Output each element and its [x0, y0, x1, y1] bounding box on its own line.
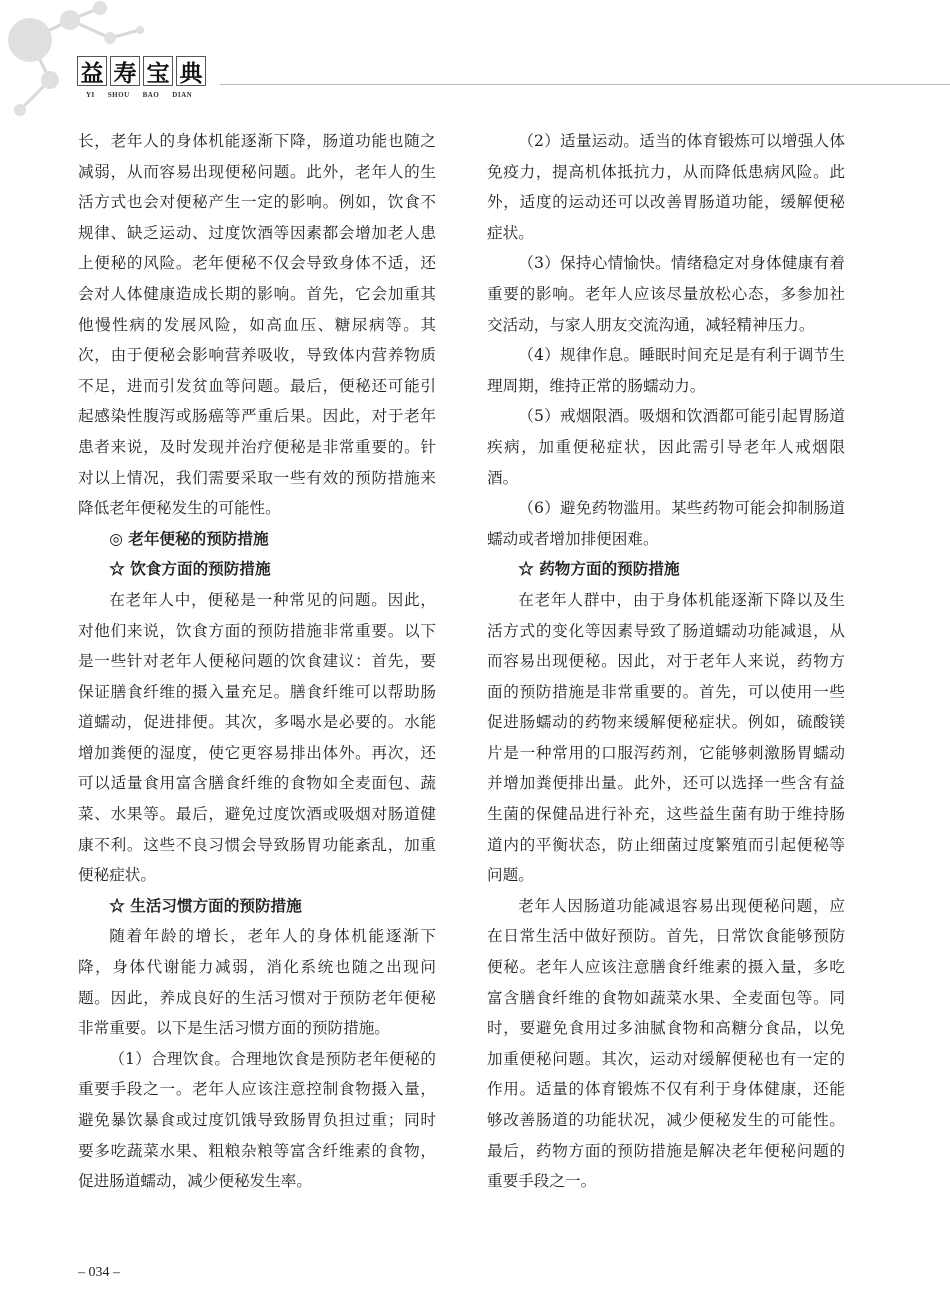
paragraph: （5）戒烟限酒。吸烟和饮酒都可能引起胃肠道疾病，加重便秘症状，因此需引导老年人戒烟限酒。 — [487, 407, 845, 487]
logo-pinyin — [86, 91, 192, 99]
pinyin-syllable: YI — [86, 91, 95, 99]
pinyin-syllable: DIAN — [172, 91, 193, 99]
right-column — [487, 126, 845, 1197]
paragraph: （1）合理饮食。合理地饮食是预防老年便秘的重要手段之一。老年人应该注意控制食物摄入量，避免暴饮暴食或过度饥饿导致肠胃负担过重；同时要多吃蔬菜水果、粗粮杂粮等富含纤维素的食物，促进肠道蠕动，减少便秘发生率。 — [78, 1049, 436, 1191]
left-column — [78, 126, 436, 1197]
section-heading: ◎ 老年便秘的预防措施 — [109, 528, 269, 548]
pinyin-syllable: SHOU — [107, 91, 130, 99]
subsection-heading: ☆ 药物方面的预防措施 — [518, 559, 680, 579]
pinyin-syllable: BAO — [142, 91, 160, 99]
logo-char: 宝 — [143, 56, 173, 86]
paragraph: 长，老年人的身体机能逐渐下降，肠道功能也随之减弱，从而容易出现便秘问题。此外，老年人的生活方式也会对便秘产生一定的影响。例如，饮食不规律、缺乏运动、过度饮酒等因素都会增加老人患上便秘的风险。老年便秘不仅会导致身体不适，还会对人体健康造成长期的影响。首先，它会加重其他慢性病的发展风险，如高血压、糖尿病等。其次，由于便秘会影响营养吸收，导致体内营养物质不足，进而引发贫血等问题。最后，便秘还可能引起感染性腹泻或肠癌等严重后果。因此，对于老年患者来说，及时发现并治疗便秘是非常重要的。针对以上情况，我们需要采取一些有效的预防措施来降低老年便秘发生的可能性。 — [78, 132, 436, 518]
paragraph: （6）避免药物滥用。某些药物可能会抑制肠道蠕动或者增加排便困难。 — [487, 499, 845, 548]
logo-char: 益 — [77, 56, 107, 86]
logo-char: 典 — [176, 56, 206, 86]
paragraph: （4）规律作息。睡眠时间充足是有利于调节生理周期，维持正常的肠蠕动力。 — [487, 346, 845, 395]
subsection-heading: ☆ 饮食方面的预防措施 — [109, 559, 271, 579]
paragraph: 在老年人中，便秘是一种常见的问题。因此，对他们来说，饮食方面的预防措施非常重要。以下是一些针对老年人便秘问题的饮食建议：首先，要保证膳食纤维的摄入量充足。膳食纤维可以帮助肠道蠕动，促进排便。其次，多喝水是必要的。水能增加粪便的湿度，使它更容易排出体外。再次，还可以适量食用富含膳食纤维的食物如全麦面包、蔬菜、水果等。最后，避免过度饮酒或吸烟对肠道健康不利。这些不良习惯会导致肠胃功能紊乱，加重便秘症状。 — [78, 590, 436, 885]
subsection-heading: ☆ 生活习惯方面的预防措施 — [109, 895, 302, 915]
book-logo — [77, 56, 206, 86]
paragraph: （2）适量运动。适当的体育锻炼可以增强人体免疫力，提高机体抵抗力，从而降低患病风险。此外，适度的运动还可以改善胃肠道功能，缓解便秘症状。 — [487, 132, 845, 242]
paragraph: 随着年龄的增长，老年人的身体机能逐渐下降，身体代谢能力减弱，消化系统也随之出现问题。因此，养成良好的生活习惯对于预防老年便秘非常重要。以下是生活习惯方面的预防措施。 — [78, 927, 436, 1038]
header-rule — [220, 84, 950, 85]
logo-char: 寿 — [110, 56, 140, 86]
page-number: – 034 – — [78, 1265, 120, 1280]
paragraph: 老年人因肠道功能减退容易出现便秘问题，应在日常生活中做好预防。首先，日常饮食能够预防便秘。老年人应该注意膳食纤维素的摄入量，多吃富含膳食纤维的食物如蔬菜水果、全麦面包等。同时，要避免食用过多油腻食物和高糖分食品，以免加重便秘问题。其次，运动对缓解便秘也有一定的作用。适量的体育锻炼不仅有利于身体健康，还能够改善肠道的功能状况，减少便秘发生的可能性。最后，药物方面的预防措施是解决老年便秘问题的重要手段之一。 — [487, 896, 845, 1191]
paragraph: 在老年人群中，由于身体机能逐渐下降以及生活方式的变化等因素导致了肠道蠕动功能减退，从而容易出现便秘。因此，对于老年人来说，药物方面的预防措施是非常重要的。首先，可以使用一些促进肠蠕动的药物来缓解便秘症状。例如，硫酸镁片是一种常用的口服泻药剂，它能够刺激肠胃蠕动并增加粪便排出量。此外，还可以选择一些含有益生菌的保健品进行补充，这些益生菌有助于维持肠道内的平衡状态，防止细菌过度繁殖而引起便秘等问题。 — [487, 590, 845, 885]
paragraph: （3）保持心情愉快。情绪稳定对身体健康有着重要的影响。老年人应该尽量放松心态，多参加社交活动，与家人朋友交流沟通，减轻精神压力。 — [487, 254, 845, 334]
